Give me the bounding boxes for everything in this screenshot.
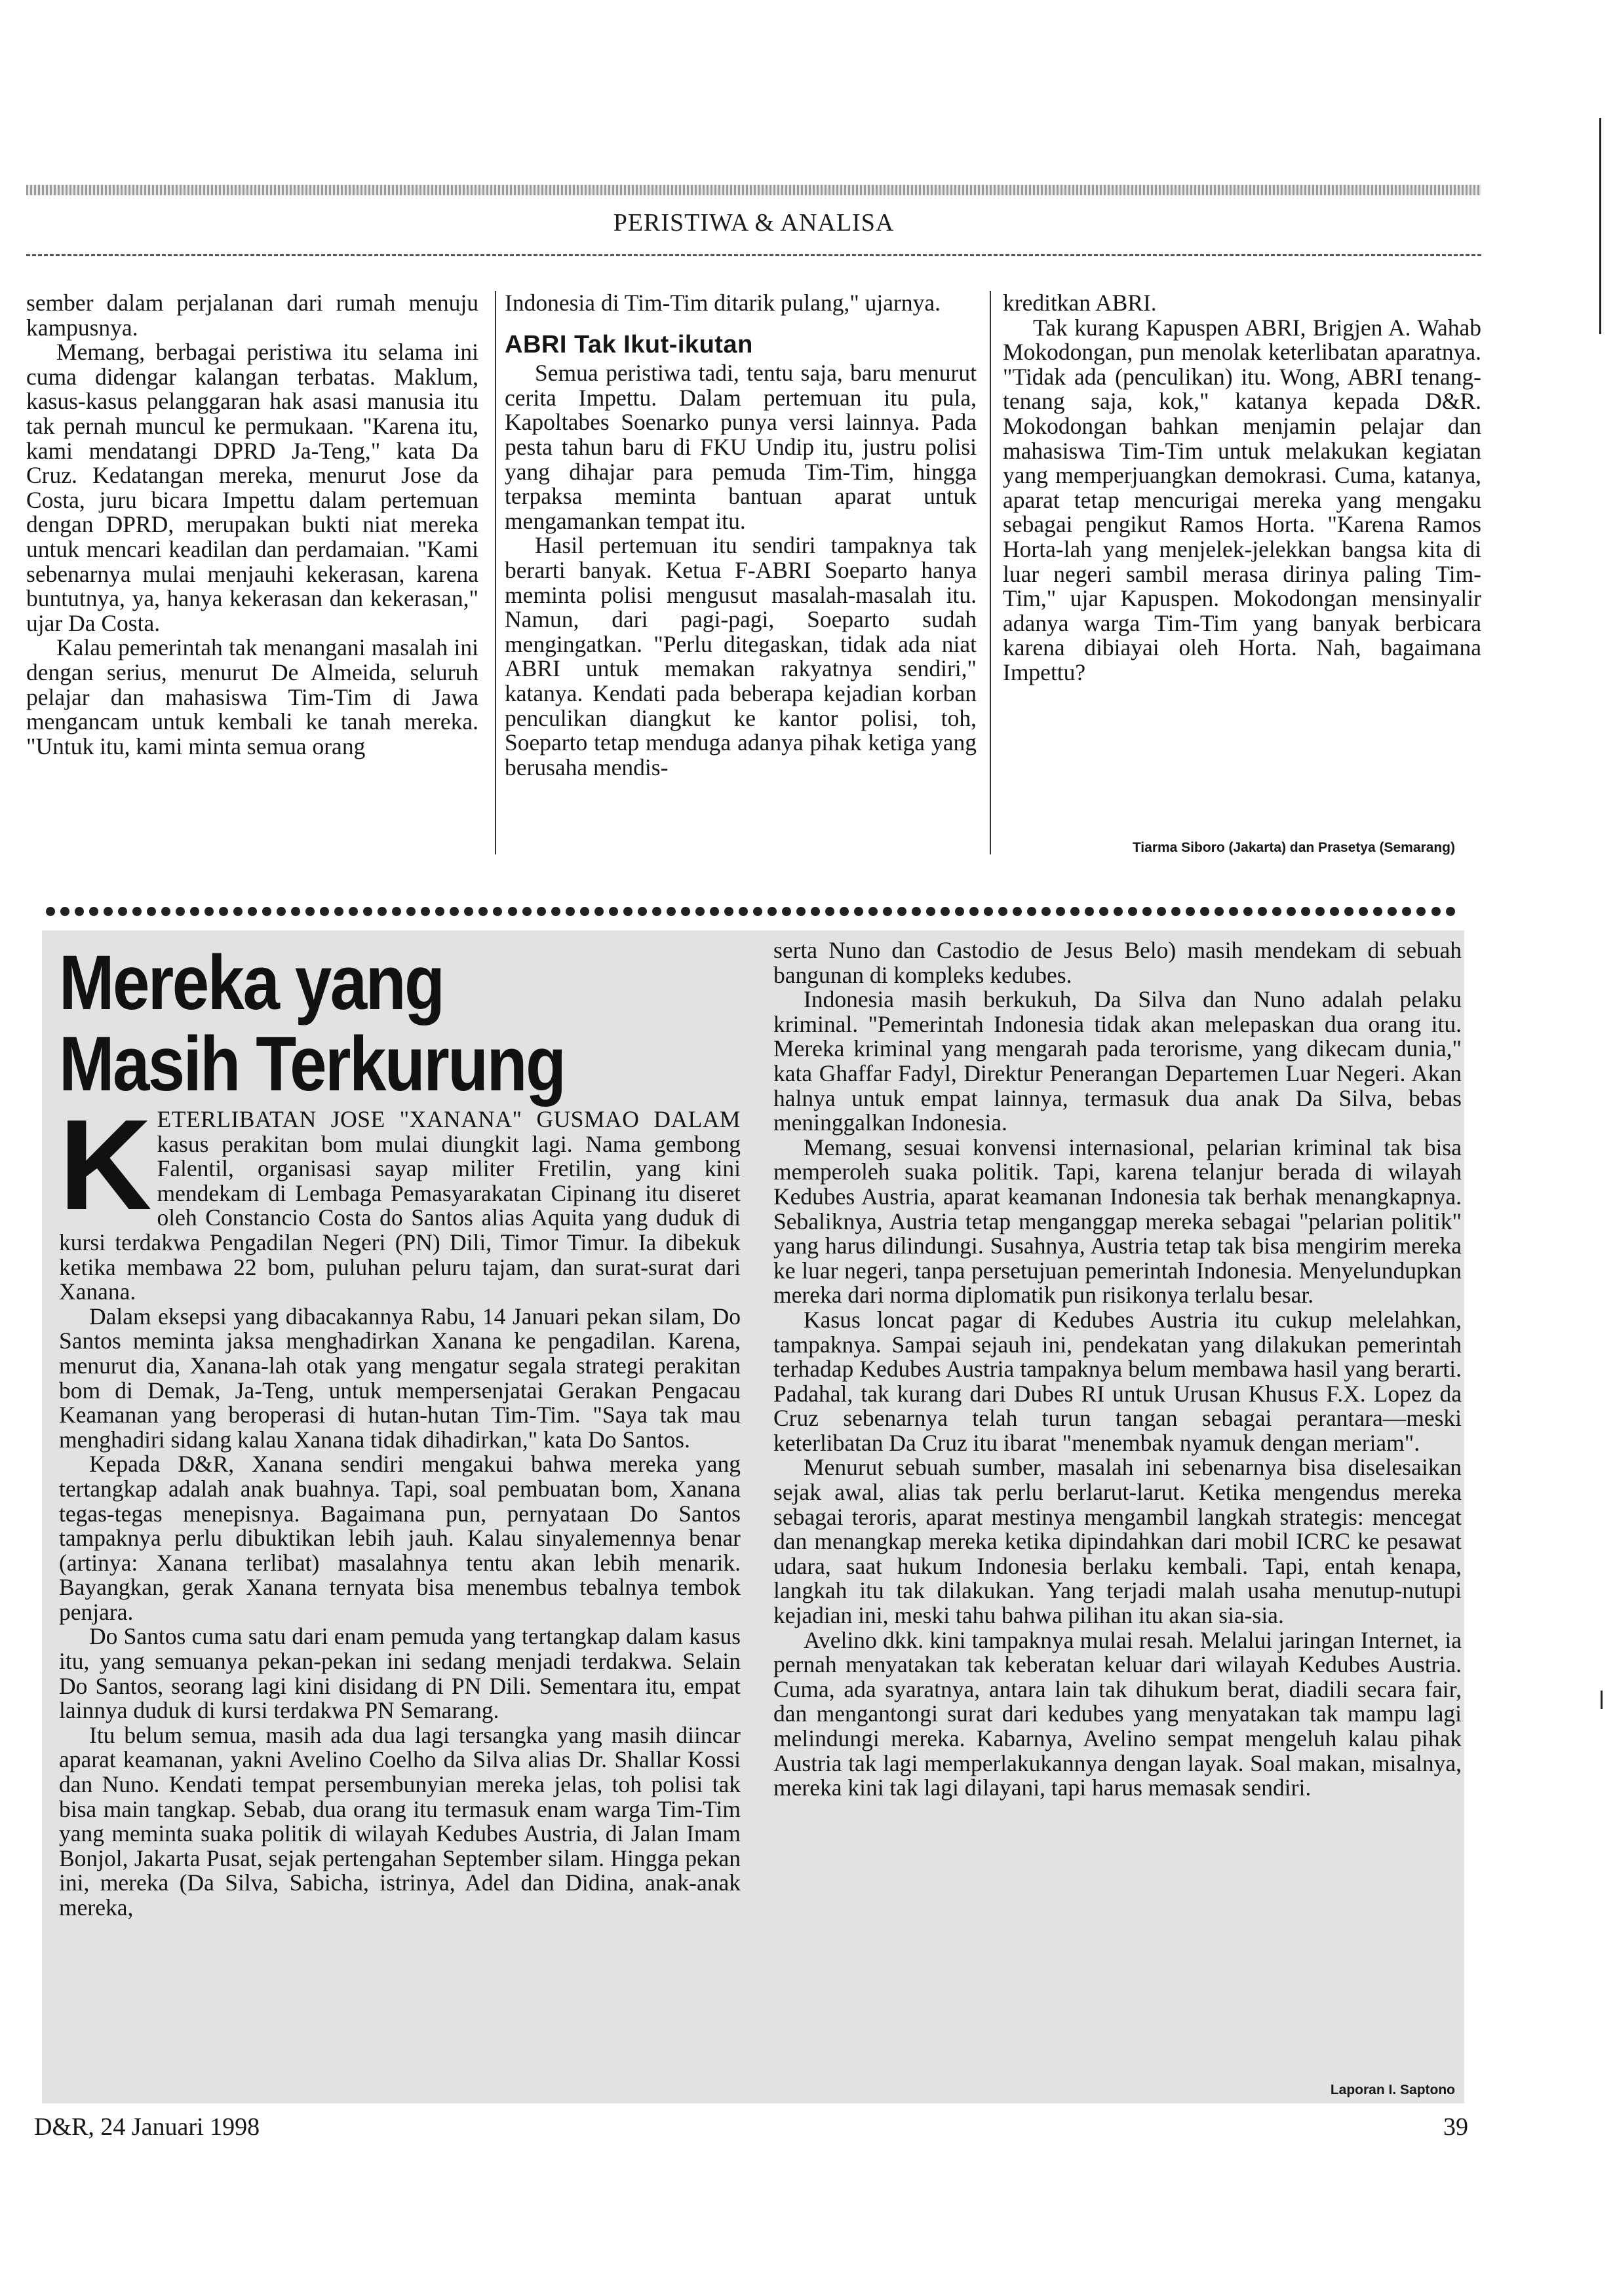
sidebar-reporter-credit: Laporan I. Saptono [1330, 2082, 1455, 2097]
column-divider [990, 291, 991, 854]
dotted-separator [46, 900, 1455, 923]
article-byline: Tiarma Siboro (Jakarta) dan Prasetya (Semarang) [1132, 840, 1455, 855]
paragraph: Kasus loncat pagar di Kedubes Austria itu cukup melelahkan, tampaknya. Sampai sejauh ini, pendekatan yang dilakukan pemerintah terhadap Kedubes Austria tampaknya belum membawa hasil yang berarti. Padahal, tak kurang dari Dubes RI untuk Urusan Khusus F.X. Lopez da Cruz sebenarnya telah turun tangan sebagai perantara—meski keterlibatan Da Cruz itu ibarat "menembak nyamuk dengan meriam". [773, 1306, 1462, 1456]
paragraph: Avelino dkk. kini tampaknya mulai resah. Melalui jaringan Internet, ia pernah menyatakan tak keberatan keluar dari wilayah Kedubes Austria. Cuma, ada syaratnya, antara lain tak dihukum berat, diadili secara fair, dan mengantongi surat dari kedubes yang menyatakan tak mampu lagi melindungi mereka. Kabarnya, Avelino sempat mengeluh kalau pihak Austria tak lagi memperlakukannya dengan layak. Soal makan, misalnya, mereka kini tak lagi dilayani, tapi harus memasak sendiri. [773, 1626, 1462, 1801]
paragraph: Menurut sebuah sumber, masalah ini sebenarnya bisa diselesaikan sejak awal, alias tak perlu berlarut-larut. Ketika mengendus mereka sebagai teroris, aparat mestinya mengambil langkah strategis: mencegat dan menangkap mereka ketika dipindahkan dari mobil ICRC ke pesawat udara, saat hukum Indonesia berlaku kembali. Tapi, entah kenapa, langkah itu tak dilakukan. Yang terjadi malah usaha menutup-nutupi kejadian ini, meski tahu bahwa pilihan itu akan sia-sia. [773, 1454, 1462, 1629]
subheading: ABRI Tak Ikut-ikutan [505, 330, 753, 358]
paragraph: Indonesia di Tim-Tim ditarik pulang," ujarnya. [505, 290, 941, 316]
scan-edge-mark [1601, 1691, 1603, 1709]
sidebar-column-1 [59, 1093, 741, 1921]
paragraph: Memang, sesuai konvensi internasional, pelarian kriminal tak bisa memperoleh suaka politik. Tapi, karena telanjur berada di wilayah Kedubes Austria, aparat keamanan Indonesia tak berhak menangkapnya. Sebaliknya, Austria tetap menganggap mereka sebagai "pelarian politik" yang harus dilindungi. Susahnya, Austria tetap tak bisa mengirim mereka ke luar negeri, tanpa persetujuan pemerintah Indonesia. Menyelundupkan mereka dari norma diplomatik pun risikonya terlalu besar. [773, 1134, 1462, 1309]
paragraph: Memang, berbagai peristiwa itu selama ini cuma didengar kalangan terbatas. Maklum, kasus-kasus pelanggaran hak asasi manusia itu tak pernah muncul ke permukaan. "Karena itu, kami mendatangi DPRD Ja-Teng," kata Da Cruz. Kedatangan mereka, menurut Jose da Costa, juru bicara Impettu dalam pertemuan dengan DPRD, merupakan bukti niat mereka untuk mencari keadilan dan perdamaian. "Kami sebenarnya mulai menjauhi kekerasan, karena buntutnya, ya, hanya kekerasan dan kekerasan," ujar Da Costa. [26, 339, 478, 636]
section-label: PERISTIWA & ANALISA [613, 209, 895, 237]
article-column-1 [26, 291, 478, 759]
lead-paragraph [59, 1093, 741, 1305]
scan-edge-mark [1599, 118, 1601, 334]
header-rule [26, 185, 1481, 195]
paragraph: serta Nuno dan Castodio de Jesus Belo) masih mendekam di sebuah bangunan di kompleks kedubes. [773, 937, 1462, 988]
drop-cap: K [59, 1093, 152, 1236]
header-dashed-divider [26, 254, 1481, 256]
paragraph: Indonesia masih berkukuh, Da Silva dan Nuno adalah pelaku kriminal. "Pemerintah Indonesia tidak akan melepaskan dua orang itu. Mereka kriminal yang mengarah pada terorisme, yang dikecam dunia," kata Ghaffar Fadyl, Direktur Penerangan Departemen Luar Negeri. Akan halnya untuk empat lainnya, termasuk dua anak Da Silva, bebas meninggalkan Indonesia. [773, 986, 1462, 1136]
paragraph: Do Santos cuma satu dari enam pemuda yang tertangkap dalam kasus itu, yang semuanya pekan-pekan ini sedang menjadi terdakwa. Selain Do Santos, seorang lagi kini disidang di PN Dili. Sementara itu, empat lainnya duduk di kursi terdakwa PN Semarang. [59, 1623, 741, 1724]
paragraph: Kalau pemerintah tak menangani masalah ini dengan serius, menurut De Almeida, seluruh pelajar dan mahasiswa Tim-Tim di Jawa mengancam untuk kembali ke tanah mereka. "Untuk itu, kami minta semua orang [26, 634, 478, 759]
paragraph: Kepada D&R, Xanana sendiri mengakui bahwa mereka yang tertangkap adalah anak buahnya. Tapi, soal pembuatan bom, Xanana tegas-tegas menepisnya. Bagaimana pun, pernyataan Do Santos tampaknya perlu dibuktikan lebih jauh. Kalau sinyalemennya benar (artinya: Xanana terlibat) masalahnya tentu akan lebih menarik. Bayangkan, gerak Xanana ternyata bisa menembus tebalnya tembok penjara. [59, 1451, 741, 1625]
paragraph: Tak kurang Kapuspen ABRI, Brigjen A. Wahab Mokodongan, pun menolak keterlibatan aparatnya. "Tidak ada (penculikan) itu. Wong, ABRI tenang-tenang saja, kok," katanya kepada D&R. Mokodongan bahkan menjamin pelajar dan mahasiswa Tim-Tim untuk melakukan kegiatan yang memperjuangkan demokrasi. Cuma, katanya, aparat tetap mencurigai mereka yang mengaku sebagai pengikut Ramos Horta. "Karena Ramos Horta-lah yang menjelek-jelekkan bangsa kita di luar negeri sambil merasa dirinya paling Tim-Tim," ujar Kapuspen. Mokodongan mensinyalir adanya warga Tim-Tim yang banyak berbicara karena dibiayai oleh Horta. Nah, bagaimana Impettu? [1003, 314, 1481, 685]
paragraph: Semua peristiwa tadi, tentu saja, baru menurut cerita Impettu. Dalam pertemuan itu pula, Kapoltabes Soenarko punya versi lainnya. Pada pesta tahun baru di FKU Undip itu, justru polisi yang dihajar para pemuda Tim-Tim, hingga terpaksa meminta bantuan aparat untuk mengamankan tempat itu. [505, 360, 977, 534]
footer-issue: D&R, 24 Januari 1998 [34, 2113, 260, 2141]
paragraph: Hasil pertemuan itu sendiri tampaknya tak berarti banyak. Ketua F-ABRI Soeparto hanya meminta polisi mengusut masalah-masalah itu. Namun, dari pagi-pagi, Soeparto sudah mengingatkan. "Perlu ditegaskan, tidak ada niat ABRI untuk memakan rakyatnya sendiri," katanya. Kendati pada beberapa kejadian korban penculikan diangkut ke kantor polisi, toh, Soeparto tetap menduga adanya pihak ketiga yang berusaha mendis- [505, 532, 977, 780]
paragraph: sember dalam perjalanan dari rumah menuju kampusnya. [26, 290, 478, 341]
paragraph: Dalam eksepsi yang dibacakannya Rabu, 14 Januari pekan silam, Do Santos meminta jaksa menghadirkan Xanana ke pengadilan. Karena, menurut dia, Xanana-lah otak yang mengatur segala strategi perakitan bom di Demak, Ja-Teng, untuk mempersenjatai Gerakan Pengacau Keamanan yang beroperasi di hutan-hutan Tim-Tim. "Saya tak mau menghadiri sidang kalau Xanana tidak dihadirkan," kata Do Santos. [59, 1303, 741, 1453]
column-divider [495, 291, 496, 854]
lead-text: kasus perakitan bom mulai diungkit lagi. Nama gembong Falentil, organisasi sayap militer Fretilin, yang kini mendekam di Lembaga Pemasyarakatan Cipinang itu diseret oleh Constancio Costa do Santos alias Aquita yang duduk di kursi terdakwa Pengadilan Negeri (PN) Dili, Timor Timur. Ia dibekuk ketika membawa 22 bom, puluhan peluru tajam, dan surat-surat dari Xanana. [59, 1130, 741, 1305]
article-column-3 [1003, 291, 1481, 685]
sidebar-column-2 [773, 938, 1462, 1801]
article-top-columns [26, 291, 1481, 868]
paragraph: Itu belum semua, masih ada dua lagi tersangka yang masih diincar aparat keamanan, yakni Avelino Coelho da Silva alias Dr. Shallar Kossi dan Nuno. Kendati tempat persembunyian mereka jelas, toh polisi tak bisa main tangkap. Sebab, dua orang itu termasuk enam warga Tim-Tim yang meminta suaka politik di wilayah Kedubes Austria, di Jalan Imam Bonjol, Jakarta Pusat, sejak pertengahan September silam. Hingga pekan ini, mereka (Da Silva, Sabicha, istrinya, Adel dan Didina, anak-anak mereka, [59, 1721, 741, 1921]
footer-page-number: 39 [1443, 2113, 1468, 2141]
paragraph: kreditkan ABRI. [1003, 290, 1157, 316]
sidebar-headline: Mereka yang Masih Terkurung [59, 940, 565, 1107]
article-column-2 [505, 291, 977, 780]
lead-caps: ETERLIBATAN JOSE "XANANA" GUSMAO DALAM [157, 1106, 741, 1132]
